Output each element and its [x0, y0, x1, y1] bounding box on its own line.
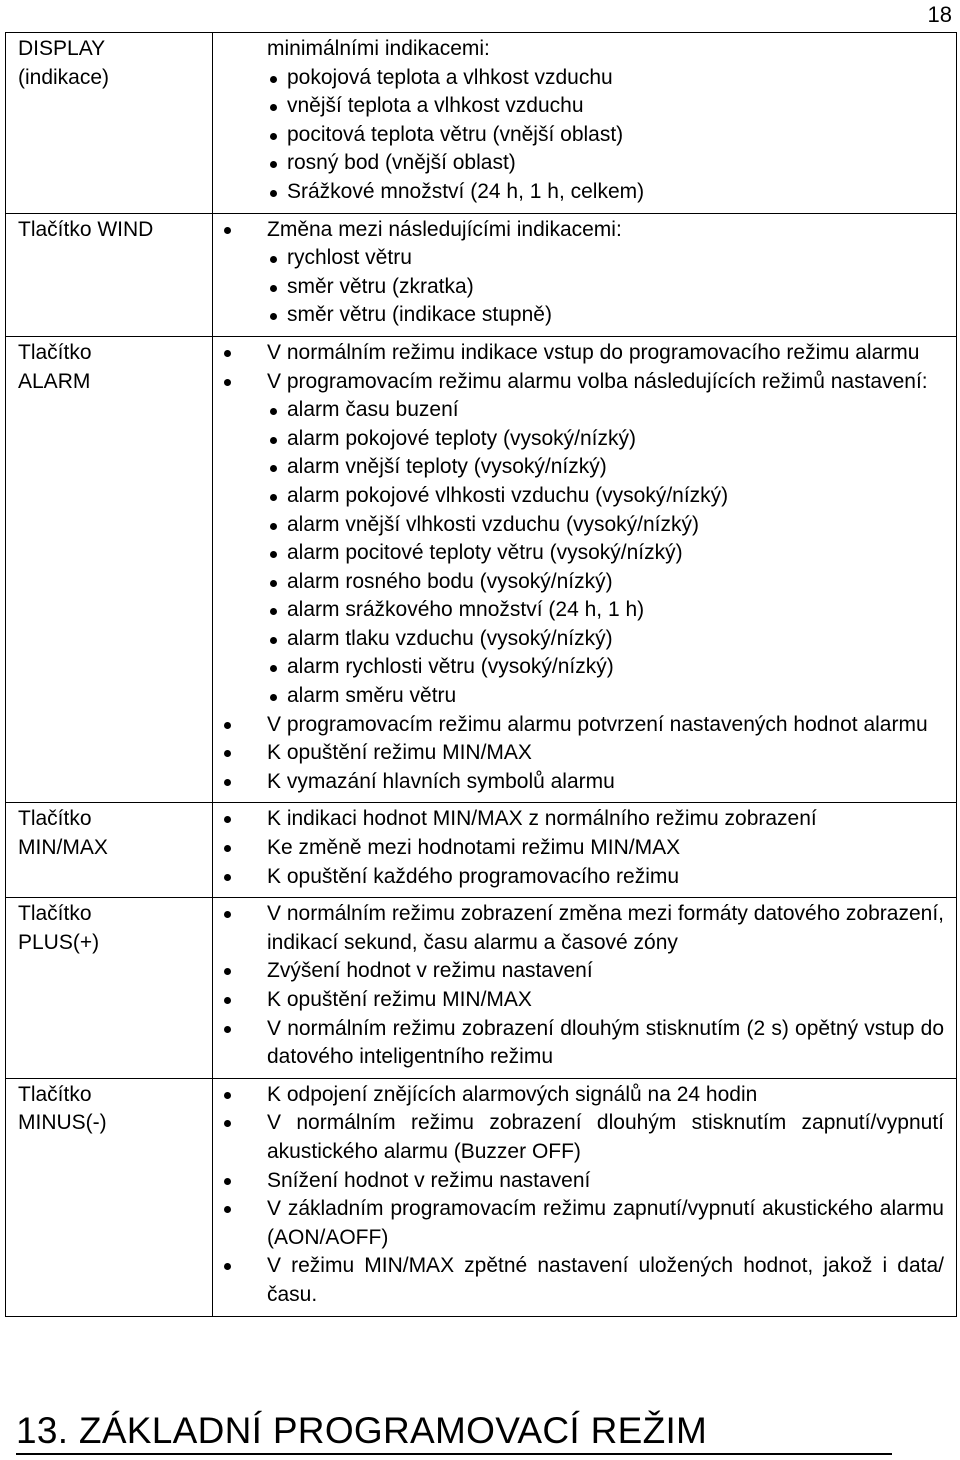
sub-bullet-item: vnější teplota a vlhkost vzduchu [213, 92, 944, 121]
sub-bullet-item: alarm rosného bodu (vysoký/nízký) [213, 568, 944, 597]
bullet-list [213, 1081, 944, 1310]
bullet-list [213, 900, 944, 1072]
row-label-line: Tlačítko [18, 902, 92, 926]
row-label-line: PLUS(+) [18, 930, 100, 954]
sub-bullet-item: alarm směru větru [213, 682, 944, 711]
row-description-cell [213, 803, 957, 898]
section-heading: 13. ZÁKLADNÍ PROGRAMOVACÍ REŽIM [16, 1410, 708, 1451]
row-label-line: Tlačítko [18, 807, 92, 831]
row-description-cell [213, 898, 957, 1079]
row-label-line: Tlačítko [18, 1082, 92, 1106]
table-row [6, 898, 957, 1079]
sub-bullet-item: alarm pocitové teploty větru (vysoký/nízký) [213, 539, 944, 568]
bullet-item: Zvýšení hodnot v režimu nastavení [213, 957, 944, 986]
bullet-item: V programovacím režimu alarmu potvrzení nastavených hodnot alarmu [213, 711, 944, 740]
sub-bullet-item: Srážkové množství (24 h, 1 h, celkem) [213, 178, 944, 207]
sub-bullet-item: alarm srážkového množství (24 h, 1 h) [213, 596, 944, 625]
row-label-cell [6, 898, 213, 1079]
bullet-list [213, 35, 944, 207]
bullet-item: K opuštění každého programovacího režimu [213, 863, 944, 892]
bullet-item: K odpojení znějících alarmových signálů na 24 hodin [213, 1081, 944, 1110]
bullet-item: Ke změně mezi hodnotami režimu MIN/MAX [213, 834, 944, 863]
bullet-list [213, 216, 944, 330]
table-row [6, 336, 957, 803]
sub-bullet-item: pocitová teplota větru (vnější oblast) [213, 121, 944, 150]
table-row [6, 213, 957, 336]
row-label-cell [6, 33, 213, 214]
row-label-line: MIN/MAX [18, 836, 108, 860]
sub-bullet-item: alarm času buzení [213, 396, 944, 425]
row-label-line: DISPLAY [18, 37, 106, 60]
bullet-list [213, 339, 944, 797]
sub-bullet-item: rychlost větru [213, 244, 944, 273]
bullet-item: Snížení hodnot v režimu nastavení [213, 1167, 944, 1196]
bullet-item: V programovacím režimu alarmu volba následujících režimů nastavení: [213, 368, 944, 397]
row-description-cell [213, 213, 957, 336]
bullet-item: K opuštění režimu MIN/MAX [213, 739, 944, 768]
sub-bullet-item: alarm rychlosti větru (vysoký/nízký) [213, 653, 944, 682]
row-label-cell [6, 213, 213, 336]
row-label-line: MINUS(-) [18, 1111, 107, 1135]
row-label-cell [6, 1078, 213, 1316]
button-function-table [5, 32, 957, 1317]
bullet-item: K indikaci hodnot MIN/MAX z normálního režimu zobrazení [213, 805, 944, 834]
bullet-item: K opuštění režimu MIN/MAX [213, 986, 944, 1015]
bullet-item: V normálním režimu zobrazení změna mezi formáty datového zobrazení, indikací sekund, času alarmu a časové zóny [213, 900, 944, 957]
table-row [6, 803, 957, 898]
row-description-cell [213, 336, 957, 803]
bullet-item: K vymazání hlavních symbolů alarmu [213, 768, 944, 797]
bullet-item: V normálním režimu zobrazení dlouhým stisknutím (2 s) opětný vstup do datového inteligentního režimu [213, 1015, 944, 1072]
sub-bullet-item: alarm pokojové vlhkosti vzduchu (vysoký/nízký) [213, 482, 944, 511]
section-heading-underline [16, 1453, 892, 1455]
sub-bullet-item: směr větru (zkratka) [213, 273, 944, 302]
sub-bullet-item: alarm pokojové teploty (vysoký/nízký) [213, 425, 944, 454]
row-label-line: (indikace) [18, 65, 110, 89]
bullet-list [213, 805, 944, 891]
row-label-line: Tlačítko WIND [18, 217, 154, 241]
row-label-cell [6, 336, 213, 803]
row-label-cell [6, 803, 213, 898]
bullet-item: V normálním režimu zobrazení dlouhým stisknutím zapnutí/vypnutí akustického alarmu (Buzzer OFF) [213, 1109, 944, 1166]
row-label-line: ALARM [18, 369, 91, 393]
row-label-line: Tlačítko [18, 340, 92, 364]
page-number: 18 [927, 2, 952, 27]
sub-bullet-item: pokojová teplota a vlhkost vzduchu [213, 64, 944, 93]
sub-bullet-item: alarm tlaku vzduchu (vysoký/nízký) [213, 625, 944, 654]
table-row [6, 1078, 957, 1316]
bullet-item: V režimu MIN/MAX zpětné nastavení uložených hodnot, jakož i data/času. [213, 1252, 944, 1309]
bullet-item: minimálními indikacemi: [267, 37, 490, 60]
sub-bullet-item: alarm vnější vlhkosti vzduchu (vysoký/nízký) [213, 511, 944, 540]
sub-bullet-item: rosný bod (vnější oblast) [213, 149, 944, 178]
bullet-item: V základním programovacím režimu zapnutí/vypnutí akustického alarmu (AON/AOFF) [213, 1195, 944, 1252]
bullet-item: V normálním režimu indikace vstup do programovacího režimu alarmu [213, 339, 944, 368]
table-row [6, 33, 957, 214]
sub-bullet-item: alarm vnější teploty (vysoký/nízký) [213, 453, 944, 482]
bullet-item: Změna mezi následujícími indikacemi: [213, 216, 944, 245]
sub-bullet-item: směr větru (indikace stupně) [213, 301, 944, 330]
row-description-cell [213, 1078, 957, 1316]
row-description-cell [213, 33, 957, 214]
